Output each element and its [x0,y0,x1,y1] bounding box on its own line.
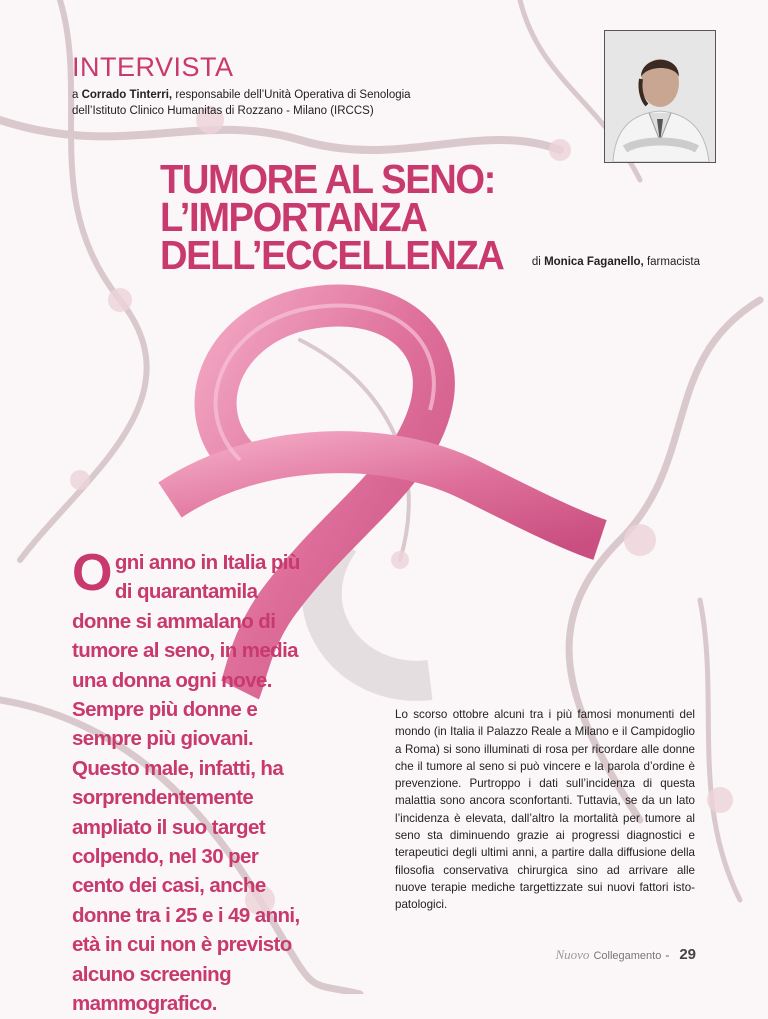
byline-prefix: a [72,89,82,101]
title-line-2: L’IMPORTANZA DELL’ECCELLENZA [160,194,504,278]
interview-byline [72,87,452,119]
interviewee-portrait [604,30,716,163]
footer-separator: - [665,948,670,962]
body-paragraph: Lo scorso ottobre alcuni tra i più famosi monumenti del mondo (in Italia il Palazzo Reale a Milano e il Campidoglio a Roma) si sono illuminati di rosa per ricordare alle donne che il tumore al seno si può vincere e la parola d’ordine è prevenzione. Purtroppo i dati sull’incidenza di questa malattia sono ancora sconfortanti. Tuttavia, se da un lato l’incidenza è elevata, dall’altro la mortalità per tumore al seno sta diminuendo grazie ai progressi diagnostici e terapeutici degli ultimi anni, a partire dalla diffusione della filosofia conservativa chirurgica sino ad arrivare alle nuove terapie mediche targettizzate sui nuovi fattori isto-patologici. [395,708,695,912]
interviewee-name: Corrado Tinterri, [81,89,173,101]
author-role: farmacista [643,256,700,268]
author-name: Monica Faganello, [544,256,644,268]
author-prefix: di [531,256,545,268]
interviewee-role: responsabile dell’Unità Operativa di Senologia dell’Istituto Clinico Humanitas di Rozzano - Milano (IRCCS) [72,89,411,117]
page-footer [555,946,696,963]
drop-cap: O [72,544,112,602]
magazine-brand-italic: Nuovo [555,947,590,962]
lead-paragraph [72,544,312,1019]
portrait-photo [605,31,715,162]
page-number: 29 [679,946,696,963]
lead-text: gni anno in Italia più di quarantamila donne si ammalano di tumore al seno, in media una donna ogni nove. Sempre più donne e sempre più giovani. Questo male, infatti, ha sorprendentemente ampliato il suo target colpendo, nel 30 per cento dei casi, anche donne tra i 25 e i 49 anni, età in cui non è previsto alcuno screening mammografico. [72,551,300,1016]
title-line-1: TUMORE AL SENO: [160,156,495,202]
magazine-brand-name: Collegamento [593,950,662,962]
section-label: INTERVISTA [72,52,234,82]
author-byline [532,256,700,268]
